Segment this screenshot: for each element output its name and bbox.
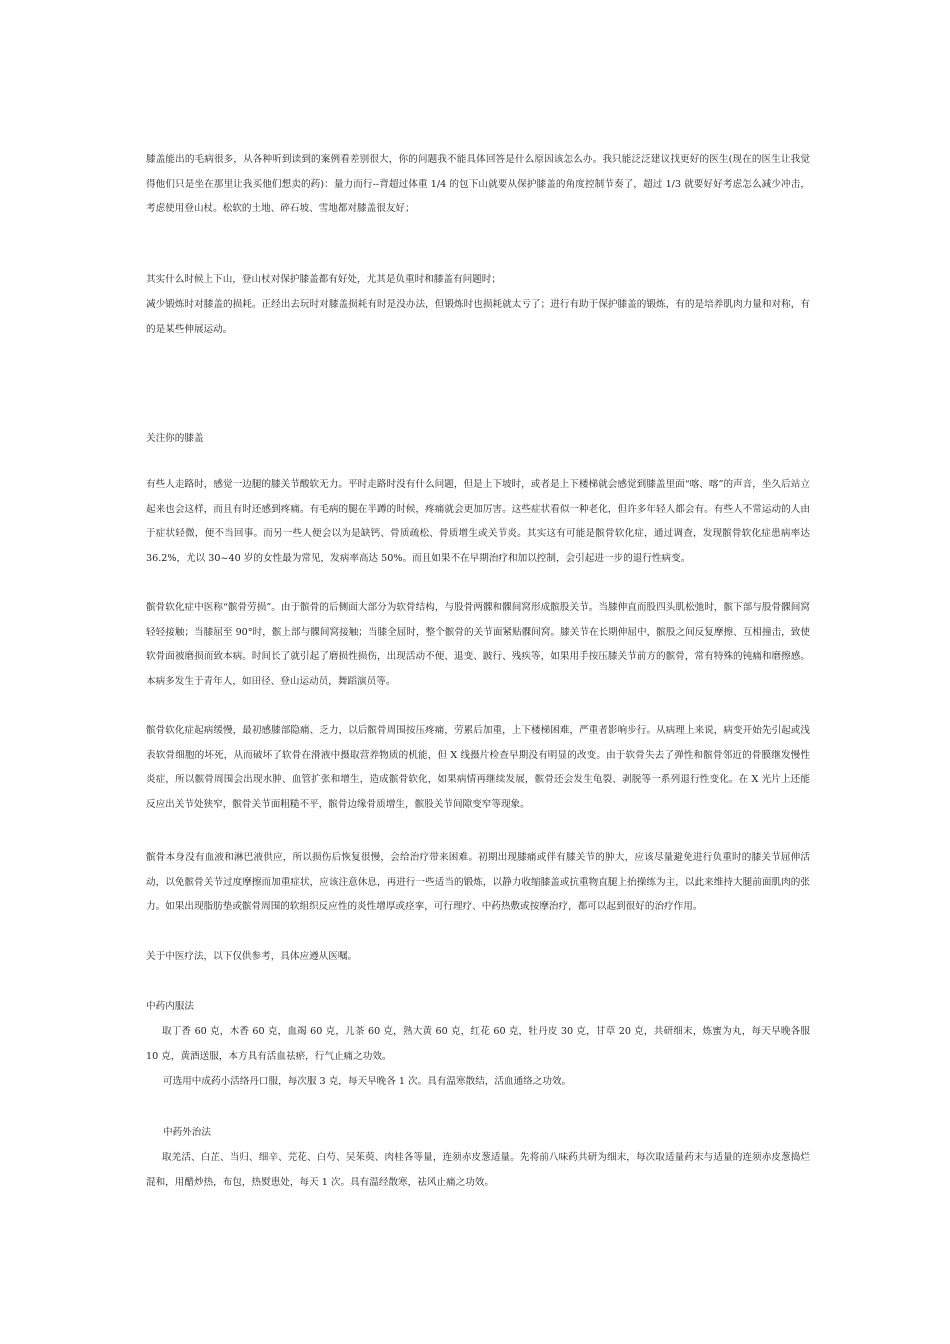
heading-focus-knee: 关注你的膝盖 <box>146 433 204 444</box>
heading-internal-medicine: 中药内服法 <box>146 1001 194 1012</box>
paragraph-symptoms: 有些人走路时，感觉一边腿的膝关节酸软无力。平时走路时没有什么问题，但是上下坡时，或者是上下楼梯就会感觉到膝盖里面“喀、喀”的声音，坐久后站立起来也会这样，而且有时还感到疼痛。有毛病的腿在半蹲的时候，疼痛就会更加厉害。这些症状看似一种老化，但许多年轻人都会有。有些人不常运动的人由于症状轻微，便不当回事。而另一些人便会以为是缺钙、骨质疏松、骨质增生或关节炎。其实这有可能是髌骨软化症，通过调查，发现髌骨软化症患病率达 36.2%，尤以 30~40 岁的女性最为常见，发病率高达 50%。而且如果不在早期治疗和加以控制，会引起进一步的退行性病变。 <box>146 479 810 564</box>
paragraph-reduce-wear: 减少锻炼时对膝盖的损耗。正经出去玩时对膝盖损耗有时是没办法，但锻炼时也损耗就太亏了；进行有助于保护膝盖的锻炼，有的是培养肌肉力量和对称，有的是某些伸展运动。 <box>146 299 810 335</box>
paragraph-pathology: 髌骨软化症起病缓慢，最初感膝部隐痛、乏力，以后髌骨周围按压疼痛，劳累后加重，上下楼梯困难，严重者影响步行。从病理上来说，病变开始先引起或浅表软骨细胞的坏死，从而破坏了软骨在滑液中摄取营养物质的机能，但 X 线摄片检查早期没有明显的改变。由于软骨失去了弹性和髌骨邻近的骨膜继发慢性炎症，所以髌骨周围会出现水肿、血管扩张和增生，造成髌骨软化，如果病情再继续发展，髌骨还会发生龟裂、剥脱等一系列退行性变化。在 X 光片上还能反应出关节处狭窄，髌骨关节面粗糙不平，髌骨边缘骨质增生，髌股关节间隙变窄等现象。 <box>146 725 810 810</box>
paragraph-external-recipe: 取羌活、白芷、当归、细辛、芫花、白芍、吴茱萸、肉桂各等量，连须赤皮葱适量。先将前八味药共研为细末，每次取适量药末与适量的连须赤皮葱捣烂混和，用醋炒热，布包，热熨患处，每天 1 次。具有温经散寒，祛风止痛之功效。 <box>146 1152 810 1188</box>
paragraph-tcm-note: 关于中医疗法，以下仅供参考，具体应遵从医嘱。 <box>146 951 358 962</box>
paragraph-internal-recipe: 取丁香 60 克，木香 60 克，血竭 60 克，儿茶 60 克，熟大黄 60 克，红花 60 克，牡丹皮 30 克，甘草 20 克，共研细末，炼蜜为丸，每天早晚各服 10 克，黄酒送服，本方具有活血祛瘀，行气止痛之功效。 <box>146 1026 810 1062</box>
paragraph-knee-problems: 膝盖能出的毛病很多，从各种听到读到的案例看差别很大，你的问题我不能具体回答是什么原因该怎么办。我只能泛泛建议找更好的医生(现在的医生让我觉得他们只是坐在那里让我买他们想卖的药)：量力而行--背超过体重 1/4 的包下山就要从保护膝盖的角度控制节奏了，超过 1/3 就要好好考虑怎么减少冲击，考虑使用登山杖。松软的土地、碎石坡、雪地都对膝盖很友好； <box>146 154 810 214</box>
paragraph-patella-strain: 髌骨软化症中医称“髌骨劳损”。由于髌骨的后侧面大部分为软骨结构，与股骨两髁和髁间窝形成髌股关节。当膝伸直而股四头肌松弛时，髌下部与股骨髁间窝轻轻接触；当膝屈至 90°时，髌上部与髁间窝接触；当膝全屈时，整个髌骨的关节面紧贴髁间窝。膝关节在长期伸屈中，髌股之间反复摩擦、互相撞击，致使软骨面被磨损而致本病。时间长了就引起了磨损性损伤，出现活动不便、退变、跛行、残疾等，如果用手按压膝关节前方的髌骨，常有特殊的钝痛和磨擦感。本病多发生于青年人，如田径、登山运动员，舞蹈演员等。 <box>146 602 810 687</box>
heading-external-medicine: 中药外治法 <box>163 1127 211 1138</box>
paragraph-xiaohuoluo: 可选用中成药小活络丹口服，每次服 3 克，每天早晚各 1 次。具有温寒散结，活血通络之功效。 <box>163 1076 572 1087</box>
paragraph-trekking-pole: 其实什么时候上下山，登山杖对保护膝盖都有好处，尤其是负重时和膝盖有问题时； <box>146 274 501 285</box>
paragraph-treatment: 髌骨本身没有血液和淋巴液供应，所以损伤后恢复很慢，会给治疗带来困难。初期出现膝痛或伴有膝关节的肿大，应该尽量避免进行负重时的膝关节屈伸活动，以免髌骨关节过度摩擦而加重症状，应该注意休息，再进行一些适当的锻炼，以静力收缩膝盖或抗重物直腿上抬操练为主，以此来维持大腿前面肌肉的张力。如果出现脂肪垫或髌骨周围的软组织反应性的炎性增厚或痉挛，可行理疗、中药热敷或按摩治疗，都可以起到很好的治疗作用。 <box>146 852 810 912</box>
